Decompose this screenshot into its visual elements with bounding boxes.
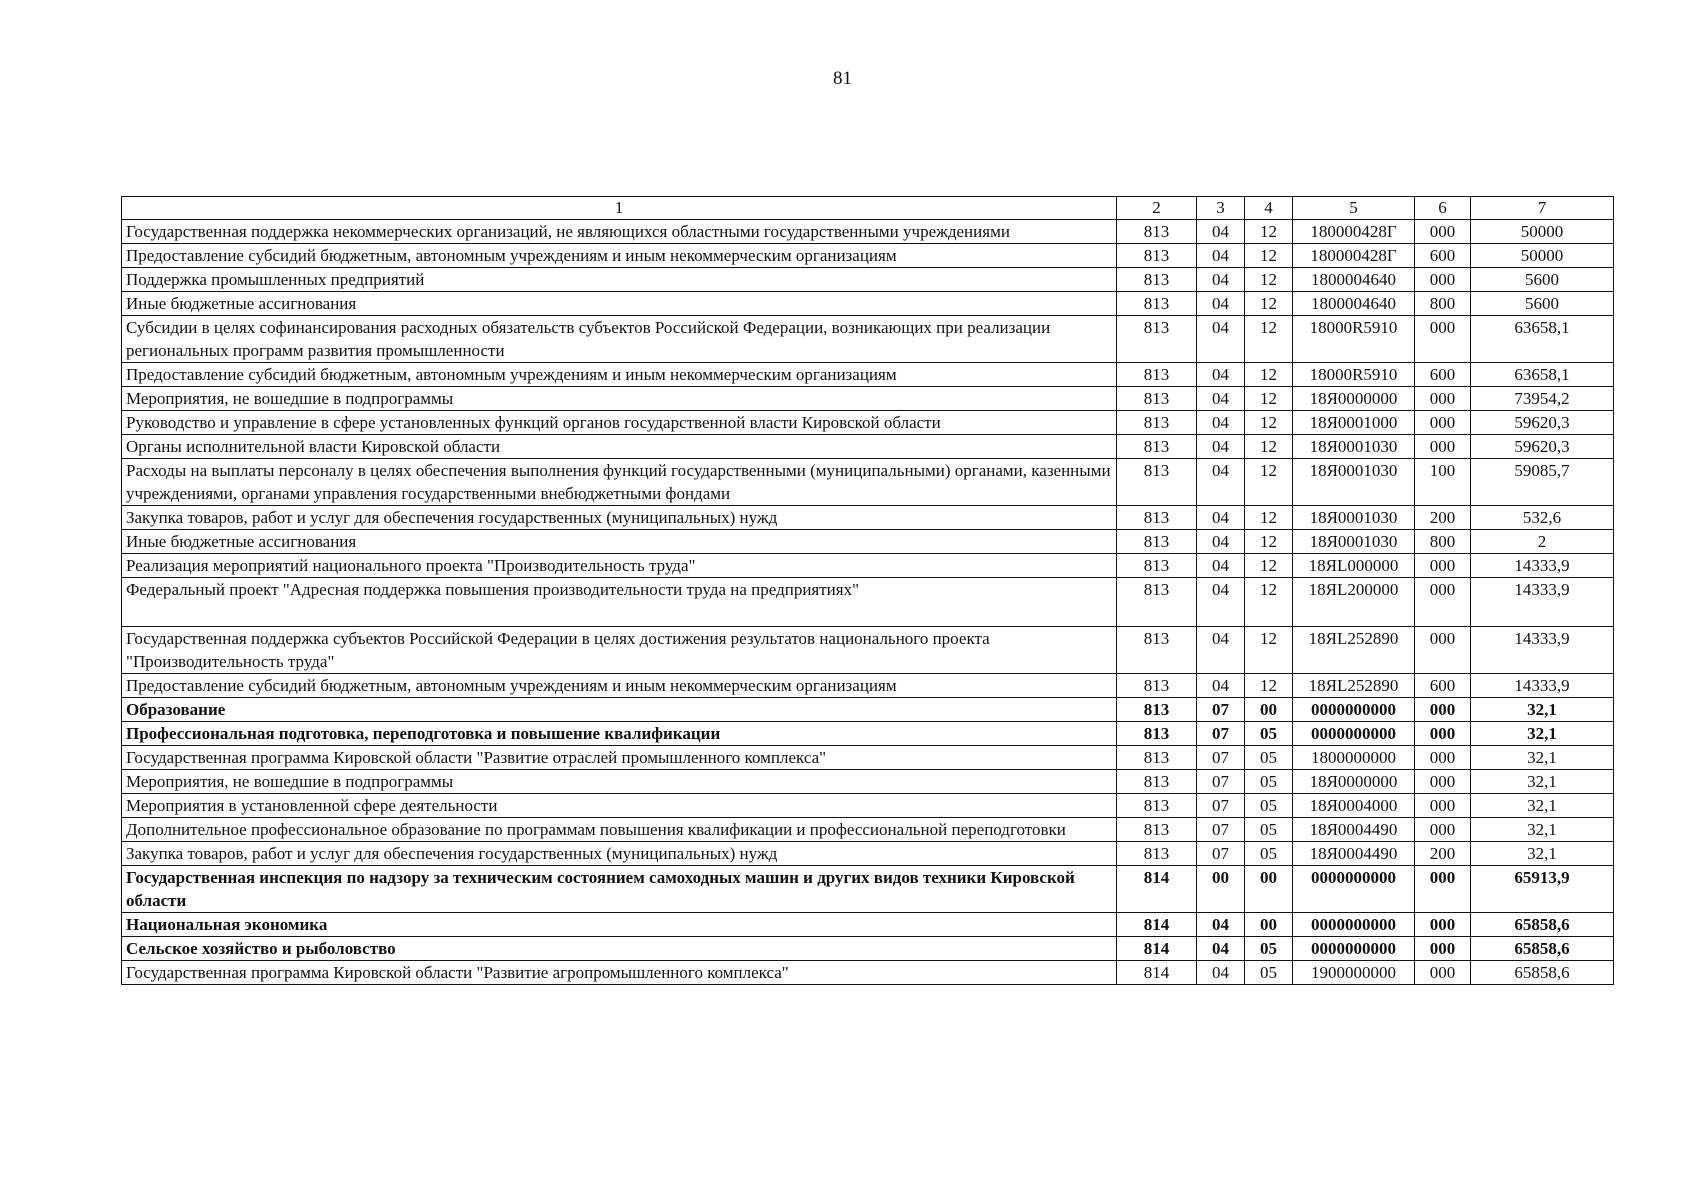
table-row [122,746,1614,770]
row-type: 000 [1415,411,1471,435]
row-target: 18Я0004490 [1293,818,1415,842]
row-section: 04 [1197,316,1245,363]
row-subsection: 05 [1245,794,1293,818]
table-row [122,818,1614,842]
row-type: 000 [1415,866,1471,913]
table-row [122,435,1614,459]
row-name: Поддержка промышленных предприятий [122,268,1117,292]
table-row [122,627,1614,674]
header-cell: 4 [1245,197,1293,220]
row-target: 1800004640 [1293,268,1415,292]
table-row [122,387,1614,411]
row-target: 18ЯL252890 [1293,627,1415,674]
table-row [122,316,1614,363]
row-type: 000 [1415,746,1471,770]
row-section: 04 [1197,292,1245,316]
header-cell: 5 [1293,197,1415,220]
table-row [122,578,1614,627]
row-code: 813 [1117,818,1197,842]
row-type: 200 [1415,506,1471,530]
row-amount: 32,1 [1471,842,1614,866]
row-subsection: 00 [1245,913,1293,937]
row-name: Предоставление субсидий бюджетным, автономным учреждениям и иным некоммерческим организациям [122,363,1117,387]
row-amount: 14333,9 [1471,674,1614,698]
row-section: 04 [1197,459,1245,506]
table-row [122,268,1614,292]
row-amount: 63658,1 [1471,316,1614,363]
row-target: 18Я0000000 [1293,770,1415,794]
table-row [122,459,1614,506]
row-target: 1900000000 [1293,961,1415,985]
row-target: 0000000000 [1293,722,1415,746]
row-name: Расходы на выплаты персоналу в целях обеспечения выполнения функций государственными (муниципальными) органами, казенными учреждениями, органами управления государственными внебюджетными фондами [122,459,1117,506]
row-target: 18ЯL252890 [1293,674,1415,698]
row-name: Закупка товаров, работ и услуг для обеспечения государственных (муниципальных) нужд [122,506,1117,530]
row-name: Закупка товаров, работ и услуг для обеспечения государственных (муниципальных) нужд [122,842,1117,866]
table-row [122,244,1614,268]
row-amount: 65913,9 [1471,866,1614,913]
row-type: 800 [1415,530,1471,554]
row-type: 200 [1415,842,1471,866]
row-amount: 32,1 [1471,746,1614,770]
row-name: Федеральный проект "Адресная поддержка повышения производительности труда на предприятиях" [122,578,1117,627]
row-target: 18Я0001030 [1293,435,1415,459]
row-code: 813 [1117,770,1197,794]
row-code: 813 [1117,411,1197,435]
row-amount: 14333,9 [1471,578,1614,627]
row-name: Мероприятия, не вошедшие в подпрограммы [122,770,1117,794]
row-subsection: 12 [1245,674,1293,698]
row-name: Профессиональная подготовка, переподготовка и повышение квалификации [122,722,1117,746]
row-type: 000 [1415,818,1471,842]
row-amount: 59620,3 [1471,435,1614,459]
row-type: 000 [1415,316,1471,363]
row-subsection: 00 [1245,698,1293,722]
row-target: 18ЯL200000 [1293,578,1415,627]
row-code: 813 [1117,363,1197,387]
row-amount: 65858,6 [1471,937,1614,961]
row-name: Руководство и управление в сфере установленных функций органов государственной власти Кировской области [122,411,1117,435]
row-amount: 50000 [1471,244,1614,268]
table-row [122,220,1614,244]
row-code: 813 [1117,674,1197,698]
row-target: 18Я0004490 [1293,842,1415,866]
row-name: Государственная поддержка субъектов Российской Федерации в целях достижения результатов национального проекта "Производительность труда" [122,627,1117,674]
row-target: 18Я0004000 [1293,794,1415,818]
row-section: 07 [1197,746,1245,770]
row-section: 04 [1197,627,1245,674]
row-code: 814 [1117,913,1197,937]
row-name: Иные бюджетные ассигнования [122,292,1117,316]
row-amount: 14333,9 [1471,627,1614,674]
row-code: 813 [1117,746,1197,770]
row-section: 04 [1197,244,1245,268]
row-type: 000 [1415,698,1471,722]
table-row [122,794,1614,818]
row-code: 814 [1117,937,1197,961]
row-type: 100 [1415,459,1471,506]
row-code: 813 [1117,842,1197,866]
row-name: Субсидии в целях софинансирования расходных обязательств субъектов Российской Федерации, возникающих при реализации региональных программ развития промышленности [122,316,1117,363]
table-row [122,506,1614,530]
header-cell: 2 [1117,197,1197,220]
row-amount: 32,1 [1471,770,1614,794]
row-section: 04 [1197,363,1245,387]
row-section: 07 [1197,842,1245,866]
row-target: 0000000000 [1293,698,1415,722]
table-row [122,913,1614,937]
row-code: 813 [1117,268,1197,292]
row-name: Предоставление субсидий бюджетным, автономным учреждениям и иным некоммерческим организациям [122,244,1117,268]
row-subsection: 12 [1245,530,1293,554]
row-type: 000 [1415,387,1471,411]
row-amount: 59085,7 [1471,459,1614,506]
row-target: 1800004640 [1293,292,1415,316]
row-code: 814 [1117,961,1197,985]
row-amount: 59620,3 [1471,411,1614,435]
row-code: 813 [1117,506,1197,530]
row-subsection: 12 [1245,459,1293,506]
row-type: 000 [1415,937,1471,961]
row-name: Предоставление субсидий бюджетным, автономным учреждениям и иным некоммерческим организациям [122,674,1117,698]
row-subsection: 12 [1245,627,1293,674]
table-row [122,363,1614,387]
row-section: 07 [1197,818,1245,842]
row-code: 813 [1117,244,1197,268]
row-section: 04 [1197,578,1245,627]
row-code: 813 [1117,698,1197,722]
row-subsection: 12 [1245,268,1293,292]
row-target: 180000428Г [1293,244,1415,268]
table-row [122,674,1614,698]
row-section: 04 [1197,913,1245,937]
row-section: 04 [1197,937,1245,961]
table-row [122,411,1614,435]
row-type: 000 [1415,770,1471,794]
row-target: 0000000000 [1293,913,1415,937]
row-type: 000 [1415,722,1471,746]
row-type: 000 [1415,268,1471,292]
row-subsection: 00 [1245,866,1293,913]
row-section: 04 [1197,674,1245,698]
row-code: 813 [1117,530,1197,554]
row-code: 813 [1117,220,1197,244]
row-subsection: 05 [1245,961,1293,985]
budget-table [121,196,1614,985]
row-code: 813 [1117,459,1197,506]
row-section: 07 [1197,770,1245,794]
row-name: Государственная программа Кировской области "Развитие агропромышленного комплекса" [122,961,1117,985]
row-name: Органы исполнительной власти Кировской области [122,435,1117,459]
row-code: 813 [1117,578,1197,627]
row-amount: 532,6 [1471,506,1614,530]
row-type: 000 [1415,554,1471,578]
row-target: 18Я0001030 [1293,530,1415,554]
row-target: 18000R5910 [1293,316,1415,363]
header-row [122,197,1614,220]
row-target: 0000000000 [1293,937,1415,961]
row-type: 000 [1415,627,1471,674]
row-section: 04 [1197,554,1245,578]
row-target: 1800000000 [1293,746,1415,770]
row-amount: 65858,6 [1471,961,1614,985]
row-subsection: 12 [1245,316,1293,363]
row-name: Мероприятия в установленной сфере деятельности [122,794,1117,818]
row-section: 07 [1197,794,1245,818]
table-row [122,530,1614,554]
row-section: 00 [1197,866,1245,913]
row-code: 814 [1117,866,1197,913]
page-number: 81 [833,68,852,89]
row-amount: 63658,1 [1471,363,1614,387]
row-name: Мероприятия, не вошедшие в подпрограммы [122,387,1117,411]
row-type: 600 [1415,674,1471,698]
row-section: 07 [1197,722,1245,746]
row-name: Дополнительное профессиональное образование по программам повышения квалификации и профессиональной переподготовки [122,818,1117,842]
row-target: 180000428Г [1293,220,1415,244]
row-amount: 14333,9 [1471,554,1614,578]
row-code: 813 [1117,435,1197,459]
row-type: 000 [1415,578,1471,627]
row-name: Государственная поддержка некоммерческих организаций, не являющихся областными государственными учреждениями [122,220,1117,244]
row-code: 813 [1117,316,1197,363]
row-code: 813 [1117,794,1197,818]
row-amount: 32,1 [1471,794,1614,818]
header-cell: 7 [1471,197,1614,220]
row-target: 18000R5910 [1293,363,1415,387]
row-name: Иные бюджетные ассигнования [122,530,1117,554]
row-type: 800 [1415,292,1471,316]
row-amount: 5600 [1471,268,1614,292]
row-target: 0000000000 [1293,866,1415,913]
row-target: 18Я0001030 [1293,506,1415,530]
row-amount: 5600 [1471,292,1614,316]
row-amount: 32,1 [1471,818,1614,842]
row-code: 813 [1117,387,1197,411]
row-section: 04 [1197,530,1245,554]
row-amount: 32,1 [1471,722,1614,746]
table-row [122,866,1614,913]
row-code: 813 [1117,554,1197,578]
row-type: 600 [1415,363,1471,387]
row-subsection: 05 [1245,818,1293,842]
row-code: 813 [1117,722,1197,746]
row-amount: 2 [1471,530,1614,554]
row-subsection: 05 [1245,937,1293,961]
row-section: 04 [1197,411,1245,435]
table-row [122,842,1614,866]
table-row [122,554,1614,578]
row-subsection: 05 [1245,770,1293,794]
row-target: 18Я0001000 [1293,411,1415,435]
table-row [122,292,1614,316]
row-subsection: 05 [1245,722,1293,746]
row-name: Государственная программа Кировской области "Развитие отраслей промышленного комплекса" [122,746,1117,770]
row-code: 813 [1117,627,1197,674]
row-subsection: 12 [1245,435,1293,459]
row-code: 813 [1117,292,1197,316]
header-cell: 6 [1415,197,1471,220]
row-section: 04 [1197,435,1245,459]
row-section: 07 [1197,698,1245,722]
row-amount: 32,1 [1471,698,1614,722]
row-subsection: 05 [1245,842,1293,866]
row-target: 18ЯL000000 [1293,554,1415,578]
row-subsection: 12 [1245,363,1293,387]
row-amount: 50000 [1471,220,1614,244]
row-type: 000 [1415,435,1471,459]
row-subsection: 12 [1245,292,1293,316]
row-type: 000 [1415,794,1471,818]
table-row [122,770,1614,794]
table-row [122,722,1614,746]
header-cell: 1 [122,197,1117,220]
row-section: 04 [1197,268,1245,292]
row-section: 04 [1197,220,1245,244]
row-name: Сельское хозяйство и рыболовство [122,937,1117,961]
row-target: 18Я0000000 [1293,387,1415,411]
row-target: 18Я0001030 [1293,459,1415,506]
row-subsection: 12 [1245,411,1293,435]
table-row [122,698,1614,722]
row-amount: 65858,6 [1471,913,1614,937]
row-section: 04 [1197,387,1245,411]
row-name: Государственная инспекция по надзору за техническим состоянием самоходных машин и других видов техники Кировской области [122,866,1117,913]
row-subsection: 12 [1245,578,1293,627]
row-subsection: 12 [1245,387,1293,411]
table-row [122,937,1614,961]
row-subsection: 12 [1245,506,1293,530]
header-cell: 3 [1197,197,1245,220]
row-type: 000 [1415,220,1471,244]
row-section: 04 [1197,961,1245,985]
row-type: 000 [1415,913,1471,937]
row-type: 600 [1415,244,1471,268]
row-name: Реализация мероприятий национального проекта "Производительность труда" [122,554,1117,578]
row-section: 04 [1197,506,1245,530]
row-subsection: 12 [1245,244,1293,268]
row-subsection: 05 [1245,746,1293,770]
row-name: Национальная экономика [122,913,1117,937]
row-name: Образование [122,698,1117,722]
table-row [122,961,1614,985]
row-subsection: 12 [1245,220,1293,244]
row-type: 000 [1415,961,1471,985]
row-amount: 73954,2 [1471,387,1614,411]
row-subsection: 12 [1245,554,1293,578]
